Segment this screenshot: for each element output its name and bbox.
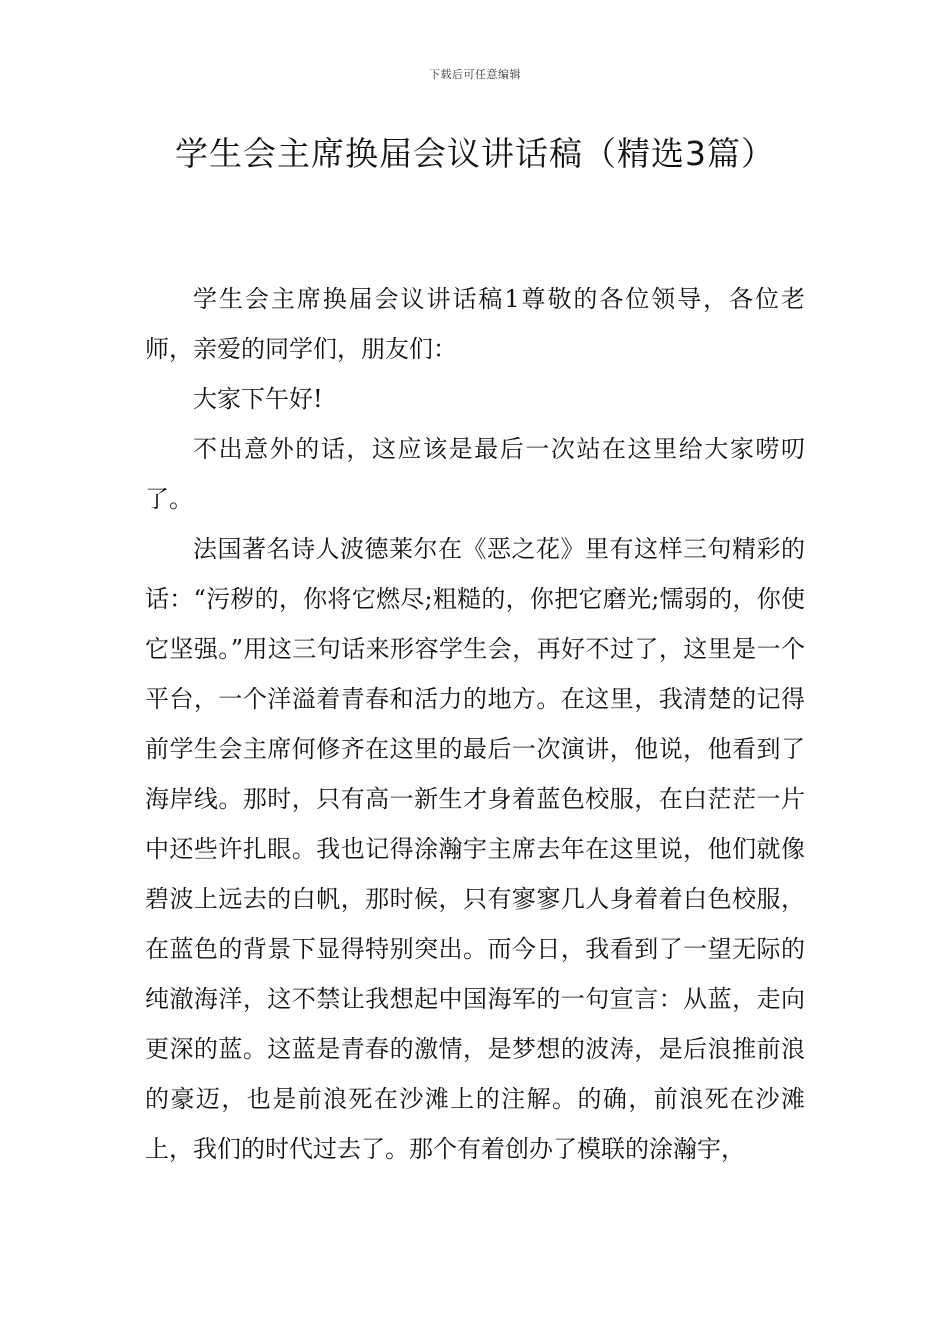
paragraph-3: 不出意外的话，这应该是最后一次站在这里给大家唠叨了。 (145, 435, 805, 513)
header-note: 下载后可任意编辑 (429, 68, 521, 81)
paragraph-2: 大家下午好! (193, 385, 323, 413)
page-title: 学生会主席换届会议讲话稿（精选3篇） (175, 134, 775, 173)
paragraph-1: 学生会主席换届会议讲话稿1尊敬的各位领导，各位老师，亲爱的同学们，朋友们： (145, 285, 805, 363)
paragraph-4: 法国著名诗人波德莱尔在《恶之花》里有这样三句精彩的话：“污秽的，你将它燃尽;粗糙的，你把它磨光;懦弱的，你使它坚强。”用这三句话来形容学生会，再好不过了，这里是一个平台，一个洋溢着青春和活力的地方。在这里，我清楚的记得前学生会主席何修齐在这里的最后一次演讲，他说，他看到了海岸线。那时，只有高一新生才身着蓝色校服，在白茫茫一片中还些许扎眼。我也记得涂瀚宇主席去年在这里说，他们就像碧波上远去的白帆，那时候，只有寥寥几人身着着白色校服，在蓝色的背景下显得特别突出。而今日，我看到了一望无际的纯澈海洋，这不禁让我想起中国海军的一句宣言：从蓝，走向更深的蓝。这蓝是青春的激情，是梦想的波涛，是后浪推前浪的豪迈，也是前浪死在沙滩上的注解。的确，前浪死在沙滩上，我们的时代过去了。那个有着创办了模联的涂瀚宇， (145, 535, 805, 1163)
document-body (145, 274, 805, 1174)
